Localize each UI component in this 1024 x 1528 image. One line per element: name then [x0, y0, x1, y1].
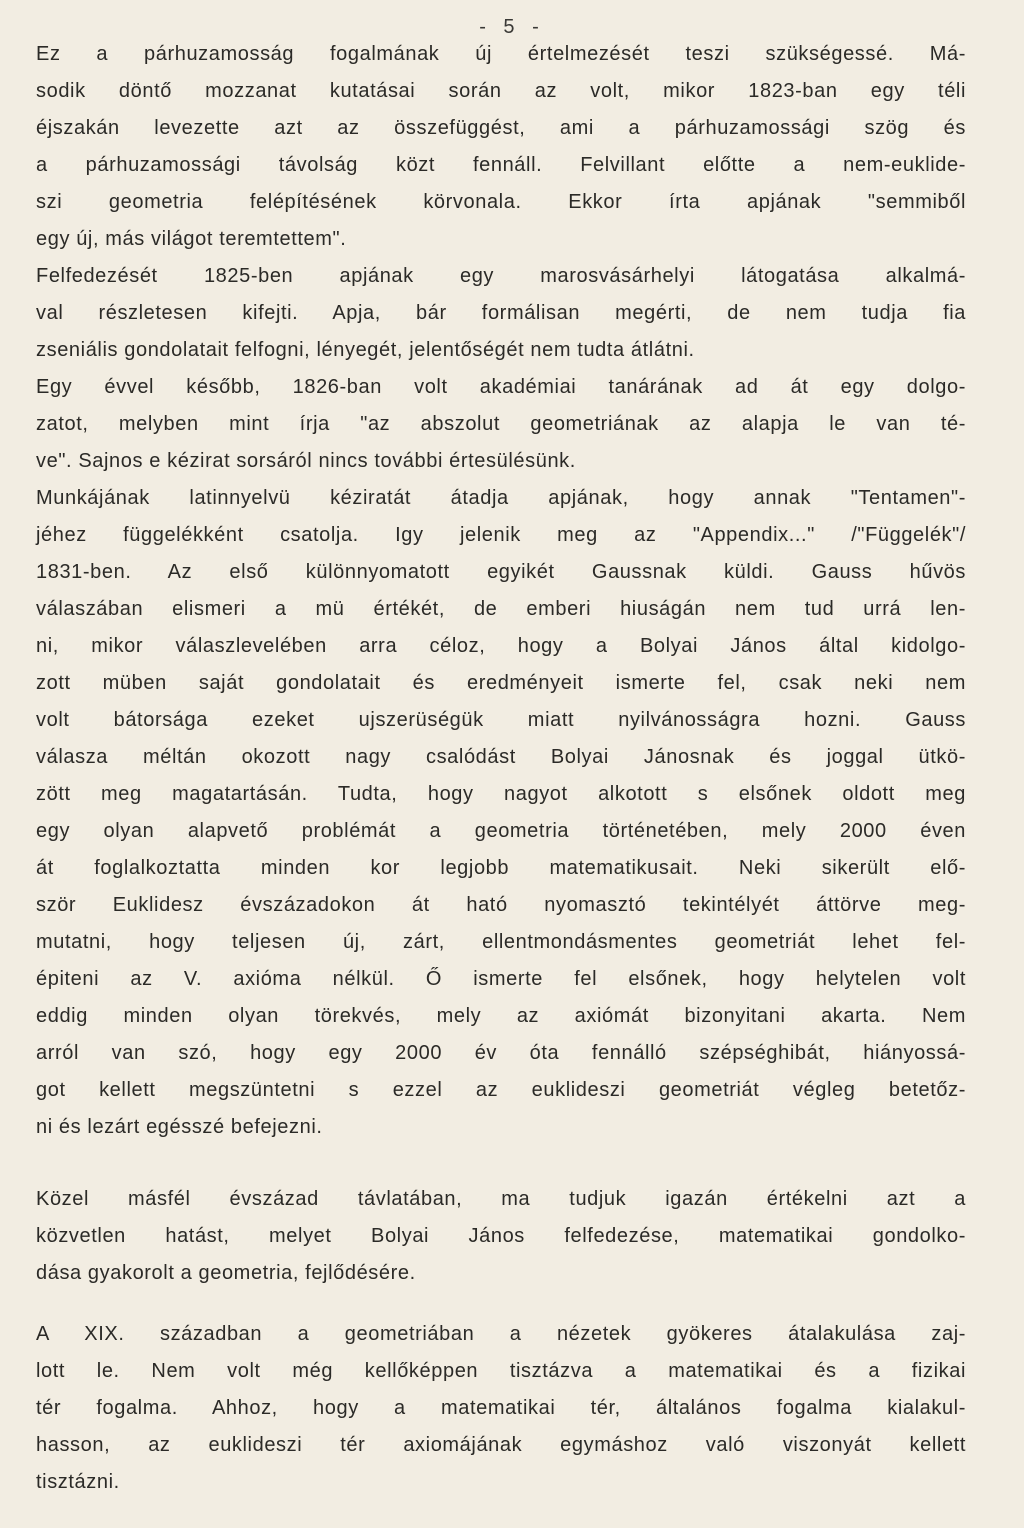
text-line: ni és lezárt egésszé befejezni. — [36, 1116, 323, 1138]
text-line: válaszában elismeri a mü értékét, de emberi hiuságán nem tud urrá len- — [36, 598, 966, 620]
text-line: jéhez függelékként csatolja. Igy jelenik meg az "Appendix..." /"Függelék"/ — [36, 524, 966, 546]
text-line: zseniális gondolatait felfogni, lényegét, jelentőségét nem tudta átlátni. — [36, 339, 695, 361]
text-line: a párhuzamossági távolság közt fennáll. Felvillant előtte a nem-euklide- — [36, 154, 966, 176]
text-line: ször Euklidesz évszázadokon át ható nyomasztó tekintélyét áttörve meg- — [36, 894, 966, 916]
text-line: volt bátorsága ezeket ujszerüségük miatt nyilvánosságra hozni. Gauss — [36, 709, 966, 731]
text-line: zatot, melyben mint írja "az abszolut geometriának az alapja le van té- — [36, 413, 966, 435]
text-line: lott le. Nem volt még kellőképpen tisztázva a matematikai és a fizikai — [36, 1360, 966, 1382]
text-line: Felfedezését 1825-ben apjának egy marosvásárhelyi látogatása alkalmá- — [36, 265, 966, 287]
text-line: Közel másfél évszázad távlatában, ma tudjuk igazán értékelni azt a — [36, 1188, 966, 1210]
text-line: válasza méltán okozott nagy csalódást Bolyai Jánosnak és joggal ütkö- — [36, 746, 966, 768]
text-line: Ez a párhuzamosság fogalmának új értelmezését teszi szükségessé. Má- — [36, 43, 966, 65]
text-line: szi geometria felépítésének körvonala. Ekkor írta apjának "semmiből — [36, 191, 966, 213]
text-line: Munkájának latinnyelvü kéziratát átadja apjának, hogy annak "Tentamen"- — [36, 487, 966, 509]
text-line: éjszakán levezette azt az összefüggést, ami a párhuzamossági szög és — [36, 117, 966, 139]
text-line: hasson, az euklideszi tér axiomájának egymáshoz való viszonyát kellett — [36, 1434, 966, 1456]
text-line: ni, mikor válaszlevelében arra céloz, hogy a Bolyai János által kidolgo- — [36, 635, 966, 657]
text-line: val részletesen kifejti. Apja, bár formálisan megérti, de nem tudja fia — [36, 302, 966, 324]
text-line: egy új, más világot teremtettem". — [36, 228, 347, 250]
text-line: ve". Sajnos e kézirat sorsáról nincs további értesülésünk. — [36, 450, 576, 472]
text-line: arról van szó, hogy egy 2000 év óta fennálló szépséghibát, hiányossá- — [36, 1042, 966, 1064]
text-line: 1831-ben. Az első különnyomatott egyikét Gaussnak küldi. Gauss hűvös — [36, 561, 966, 583]
text-line: egy olyan alapvető problémát a geometria történetében, mely 2000 éven — [36, 820, 966, 842]
text-line: tér fogalma. Ahhoz, hogy a matematikai tér, általános fogalma kialakul- — [36, 1397, 966, 1419]
text-line: épiteni az V. axióma nélkül. Ő ismerte fel elsőnek, hogy helytelen volt — [36, 968, 966, 990]
text-line: eddig minden olyan törekvés, mely az axiómát bizonyitani akarta. Nem — [36, 1005, 966, 1027]
text-line: tisztázni. — [36, 1471, 120, 1493]
text-line: zött meg magatartásán. Tudta, hogy nagyot alkotott s elsőnek oldott meg — [36, 783, 966, 805]
text-line: got kellett megszüntetni s ezzel az euklideszi geometriát végleg betetőz- — [36, 1079, 966, 1101]
text-line: közvetlen hatást, melyet Bolyai János felfedezése, matematikai gondolko- — [36, 1225, 966, 1247]
text-line: zott müben saját gondolatait és eredményeit ismerte fel, csak neki nem — [36, 672, 966, 694]
text-line: Egy évvel később, 1826-ban volt akadémiai tanárának ad át egy dolgo- — [36, 376, 966, 398]
text-line: sodik döntő mozzanat kutatásai során az volt, mikor 1823-ban egy téli — [36, 80, 966, 102]
text-line: át foglalkoztatta minden kor legjobb matematikusait. Neki sikerült elő- — [36, 857, 966, 879]
text-line: dása gyakorolt a geometria, fejlődésére. — [36, 1262, 416, 1284]
text-line: mutatni, hogy teljesen új, zárt, ellentmondásmentes geometriát lehet fel- — [36, 931, 966, 953]
text-line: A XIX. században a geometriában a nézetek gyökeres átalakulása zaj- — [36, 1323, 966, 1345]
page-number: - 5 - — [479, 16, 545, 38]
